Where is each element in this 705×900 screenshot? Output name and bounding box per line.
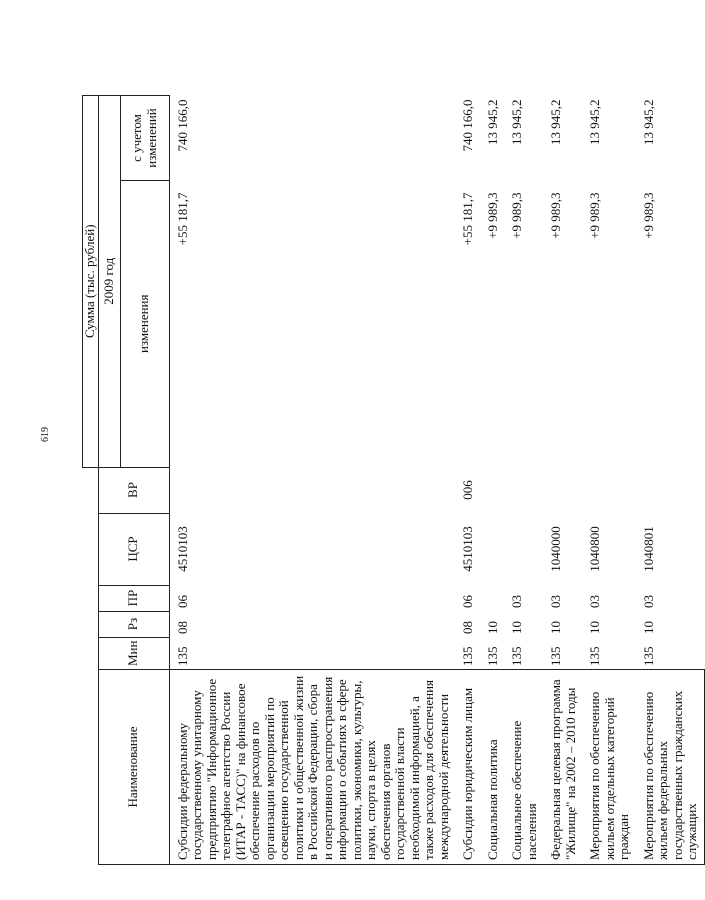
table-row [480, 96, 505, 865]
table-row [582, 96, 636, 865]
budget-table [82, 95, 705, 865]
row-name: Субсидии юридическим лицам [455, 670, 480, 865]
row-name: Социальная политика [480, 670, 505, 865]
year-header: 2009 год [98, 96, 120, 468]
row-csr: 1040801 [640, 526, 656, 572]
row-change: +9 989,3 [640, 192, 656, 239]
row-rz: 08 [460, 621, 475, 635]
table-row [169, 96, 455, 865]
row-total: 13 945,2 [509, 99, 524, 145]
row-min: 135 [174, 646, 190, 666]
row-total: 740 166,0 [174, 99, 190, 152]
row-csr: 4510103 [174, 526, 190, 572]
table-row [504, 96, 543, 865]
row-pr [480, 585, 505, 611]
row-change: +9 989,3 [484, 192, 500, 239]
row-total: 13 945,2 [484, 99, 500, 145]
row-change: +9 989,3 [548, 192, 563, 239]
row-min: 135 [587, 646, 602, 666]
col-name-header: Наименование [98, 670, 169, 865]
row-vr [480, 467, 505, 513]
row-pr: 06 [174, 595, 190, 609]
row-pr: 03 [587, 595, 602, 609]
row-vr [543, 467, 582, 513]
row-vr [169, 467, 455, 513]
row-vr [636, 467, 705, 513]
row-rz: 10 [484, 621, 500, 635]
summa-title: Сумма (тыс. рублей) [83, 96, 99, 468]
row-vr [582, 467, 636, 513]
row-total: 740 166,0 [460, 99, 475, 152]
table-row [636, 96, 705, 865]
row-csr [480, 513, 505, 585]
row-rz: 08 [174, 621, 190, 635]
col-rz-header: Рз [98, 611, 169, 637]
col-vr-header: ВР [98, 467, 169, 513]
table-row [543, 96, 582, 865]
row-min: 135 [509, 646, 524, 666]
page-number: 619 [40, 427, 51, 442]
row-csr [504, 513, 543, 585]
row-name: Мероприятия по обеспечению жильем федеральных государственных гражданских служащих [636, 670, 705, 865]
row-rz: 10 [640, 621, 656, 635]
row-min: 135 [548, 646, 563, 666]
row-pr: 06 [460, 595, 475, 609]
row-name: Мероприятия по обеспечению жильем отдельных категорий граждан [582, 670, 636, 865]
row-pr: 03 [548, 595, 563, 609]
row-name: Федеральная целевая программа "Жилище" на 2002 – 2010 годы [543, 670, 582, 865]
row-change: +55 181,7 [174, 192, 190, 246]
row-change: +9 989,3 [587, 192, 602, 239]
row-name: Субсидии федеральному государственному унитарному предприятию "Информационное телеграфное агентство России (ИТАР - ТАСС)" на финансовое обеспечение расходов по организации мероприятий по освещению государственной политики и общественной жизни в Российской Федерации, сбора и оперативного распространения информации о событиях в сфере политики, экономики, культуры, науки, спорта в целях обеспечения органов государственной власти необходимой информацией, а также расходов для обеспечения международной деятельности [169, 670, 455, 865]
row-total: 13 945,2 [548, 99, 563, 145]
row-csr: 1040800 [587, 526, 602, 572]
row-rz: 10 [548, 621, 563, 635]
row-min: 135 [460, 646, 475, 666]
col-changes-header: изменения [120, 181, 169, 468]
row-pr: 03 [509, 595, 524, 609]
row-pr: 03 [640, 595, 656, 609]
row-min: 135 [640, 646, 656, 666]
col-min-header: Мин [98, 637, 169, 669]
row-total: 13 945,2 [640, 99, 656, 145]
col-with-changes-header: с учетом изменений [120, 96, 169, 181]
row-min: 135 [484, 646, 500, 666]
row-csr: 1040000 [548, 526, 563, 572]
table-row [455, 96, 480, 865]
rotated-page [82, 95, 699, 865]
row-vr: 006 [460, 480, 475, 500]
col-pr-header: ПР [98, 585, 169, 611]
row-name: Социальное обеспечение населения [504, 670, 543, 865]
row-rz: 10 [509, 621, 524, 635]
row-rz: 10 [587, 621, 602, 635]
row-total: 13 945,2 [587, 99, 602, 145]
row-csr: 4510103 [460, 526, 475, 572]
row-change: +55 181,7 [460, 192, 475, 246]
row-change: +9 989,3 [509, 192, 524, 239]
col-csr-header: ЦСР [98, 513, 169, 585]
row-vr [504, 467, 543, 513]
